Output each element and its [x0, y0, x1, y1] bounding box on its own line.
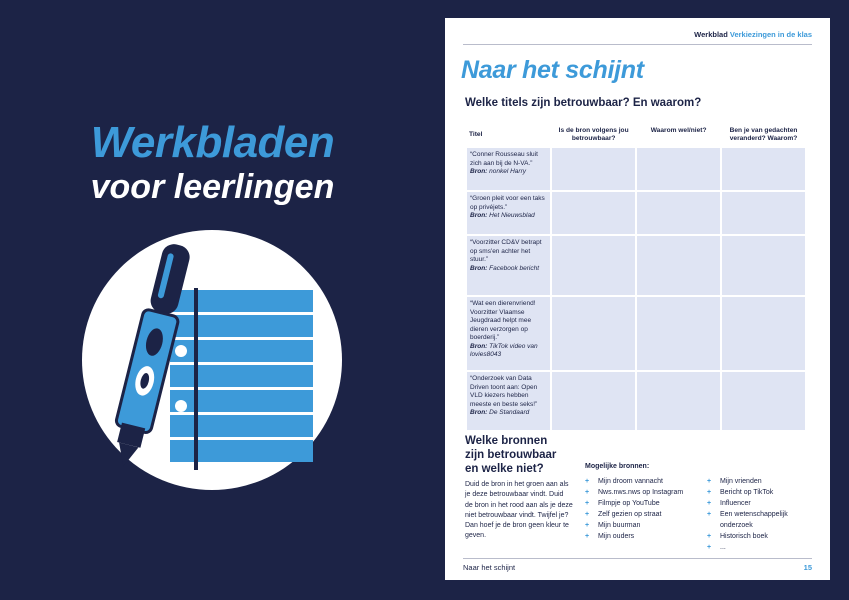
hero-title-line1: Werkbladen	[90, 118, 335, 167]
list-item: + Filmpje op YouTube	[585, 498, 705, 509]
worksheet-table	[465, 124, 807, 432]
source-label: Bron:	[470, 409, 488, 416]
quote: “Voorzitter CD&V betrapt op sms'en achter het stuur.”	[470, 239, 542, 263]
title-cell	[467, 297, 550, 370]
list-item: + Bericht op TikTok	[707, 487, 817, 498]
page-title: Naar het schijnt	[461, 56, 644, 84]
table-row	[467, 148, 805, 190]
column-header-title: Titel	[469, 131, 483, 138]
source-value: nonkel Harry	[489, 168, 527, 175]
answer-cell[interactable]	[722, 297, 805, 370]
source-label: Bron:	[470, 342, 488, 350]
answer-cell[interactable]	[637, 236, 720, 295]
answer-cell[interactable]	[637, 297, 720, 370]
worksheet-illustration	[82, 230, 342, 490]
question-sources-instructions: Duid de bron in het groen aan als je deze betrouwbaar vindt. Duid de bron in het rood aan als je deze niet betrouwbaar vindt. Twijfel je? Dan hoef je de bron geen kleur te geven.	[465, 481, 573, 540]
source-value: De Standaard	[489, 409, 530, 416]
source-label: Bron:	[470, 212, 488, 219]
quote: “Onderzoek van Data Driven toont aan: Open VLD kiezers hebben meeste en beste seks!”	[470, 375, 538, 408]
title-cell	[467, 192, 550, 234]
hero-title-line2: voor leerlingen	[90, 168, 335, 206]
list-item: + Mijn vrienden	[707, 476, 817, 487]
title-cell	[467, 372, 550, 430]
column-header-changed: Ben je van gedachten veranderd? Waarom?	[729, 127, 798, 142]
question-titles: Welke titels zijn betrouwbaar? En waarom?	[465, 97, 702, 109]
list-item: + Influencer	[707, 498, 817, 509]
source-label: Bron:	[470, 264, 488, 272]
list-item: + Mijn droom vannacht	[585, 476, 705, 487]
quote: “Wat een dierenvriend! Voorzitter Vlaamse Jeugdraad helpt mee dieren verzorgen op boerderij.”	[470, 300, 536, 341]
table-row	[467, 236, 805, 295]
column-header-why: Waarom wel/niet?	[650, 127, 707, 134]
list-item: + Historisch boek	[707, 531, 817, 542]
table-row	[467, 372, 805, 430]
sources-heading: Mogelijke bronnen:	[585, 463, 650, 470]
answer-cell[interactable]	[552, 192, 635, 234]
title-cell	[467, 148, 550, 190]
header-highlight: Verkiezingen in de klas	[729, 30, 812, 39]
source-value: TikTok video van lovies8043	[470, 342, 538, 358]
answer-cell[interactable]	[552, 148, 635, 190]
answer-cell[interactable]	[552, 372, 635, 430]
source-value: Facebook bericht	[489, 264, 540, 272]
answer-cell[interactable]	[722, 148, 805, 190]
notebook-paper-icon	[170, 288, 313, 470]
answer-cell[interactable]	[722, 192, 805, 234]
list-item: + Mijn ouders	[585, 531, 705, 542]
source-label: Bron:	[470, 168, 488, 175]
sources-list-2	[707, 476, 817, 553]
page-footer	[463, 558, 812, 572]
list-item: + Nws.nws.nws op Instagram	[585, 487, 705, 498]
answer-cell[interactable]	[552, 297, 635, 370]
quote: “Groen pleit voor een taks op privéjets.”	[470, 195, 545, 211]
column-header-reliable: Is de bron volgens jou betrouwbaar?	[558, 127, 629, 142]
answer-cell[interactable]	[722, 236, 805, 295]
list-item: + ...	[707, 542, 817, 553]
list-item: + Een wetenschappelijk onderzoek	[707, 509, 817, 531]
sources-list-1	[585, 476, 705, 542]
page-header	[463, 30, 812, 45]
worksheet-page	[445, 18, 830, 580]
list-item: + Zelf gezien op straat	[585, 509, 705, 520]
table-row	[467, 297, 805, 370]
title-cell	[467, 236, 550, 295]
answer-cell[interactable]	[552, 236, 635, 295]
question-sources: Welke bronnen zijn betrouwbaar en welke niet?	[465, 435, 557, 475]
header-label: Werkblad	[694, 30, 728, 39]
table-row	[467, 192, 805, 234]
footer-title: Naar het schijnt	[463, 563, 516, 572]
answer-cell[interactable]	[637, 148, 720, 190]
answer-cell[interactable]	[637, 372, 720, 430]
source-value: Het Nieuwsblad	[489, 212, 535, 219]
answer-cell[interactable]	[637, 192, 720, 234]
quote: “Conner Rousseau sluit zich aan bij de N-VA.”	[470, 151, 538, 167]
page-number: 15	[803, 563, 812, 572]
list-item: + Mijn buurman	[585, 520, 705, 531]
answer-cell[interactable]	[722, 372, 805, 430]
